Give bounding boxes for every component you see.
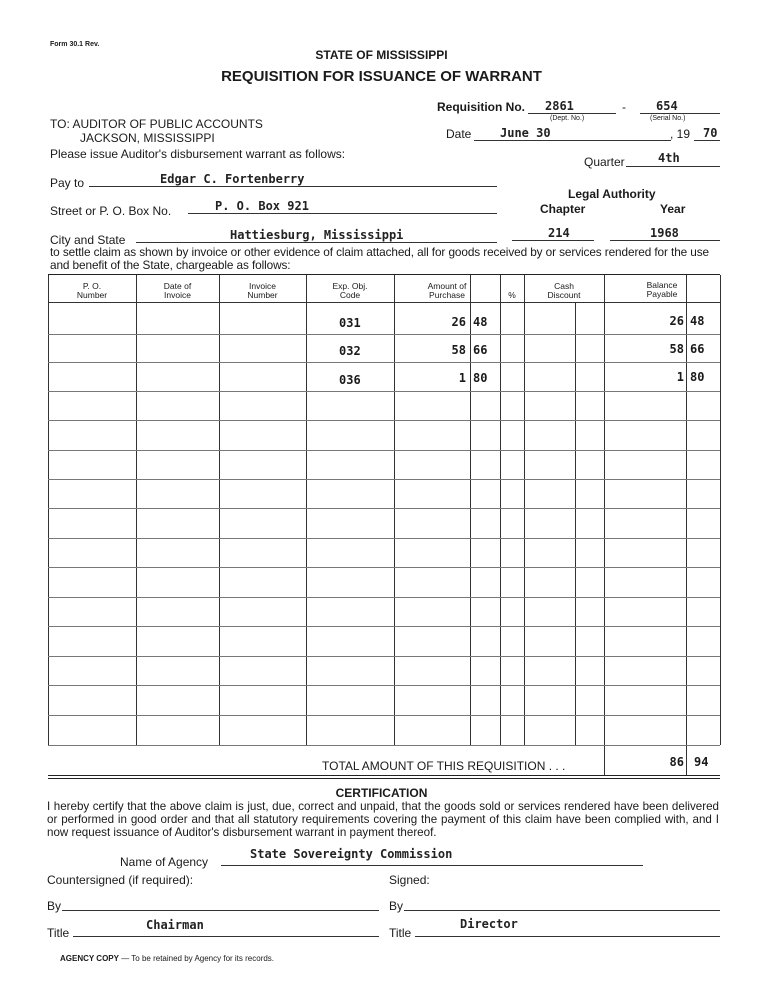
city-label: City and State [50,233,126,247]
page-title: REQUISITION FOR ISSUANCE OF WARRANT [221,68,542,85]
year-prefix: , 19 [670,127,691,141]
total-cents: 94 [694,755,709,769]
signed-label: Signed: [389,873,430,887]
date-label: Date [446,127,472,141]
legal-year-label: Year [660,202,686,216]
row-2-amount-dollars: 58 [451,343,466,357]
agency-copy-bold: AGENCY COPY [60,954,119,963]
settle-text: to settle claim as shown by invoice or other evidence of claim attached, all for goods received by or services rendered for the use and benefit of the State, chargeable as follows: [50,245,710,272]
row-2-balance-cents: 66 [690,342,705,356]
row-3-balance-dollars: 1 [676,370,684,384]
legal-authority-label: Legal Authority [568,187,656,201]
requisition-label: Requisition No. [437,100,525,114]
pay-to-value: Edgar C. Fortenberry [160,172,305,186]
state-heading: STATE OF MISSISSIPPI [315,48,448,62]
street-value: P. O. Box 921 [215,199,309,213]
row-1-amount-dollars: 26 [451,315,466,329]
to-line-3: Please issue Auditor's disbursement warrant as follows: [50,147,346,161]
dept-caption: (Dept. No.) [550,115,585,122]
street-label: Street or P. O. Box No. [50,204,172,218]
row-2-exp-obj-code: 032 [339,344,361,358]
title-left-value: Chairman [146,918,204,932]
dept-number: 2861 [545,99,574,113]
row-2-amount-cents: 66 [473,343,488,357]
total-label: TOTAL AMOUNT OF THIS REQUISITION . . . [322,759,566,773]
row-1-balance-cents: 48 [690,314,705,328]
col-cash-discount: Cash Discount [547,281,581,300]
total-dollars: 86 [669,755,684,769]
col-invoice-number: Invoice Number [247,281,278,300]
col-exp-obj-code: Exp. Obj. Code [332,281,368,300]
col-balance-payable: Balance Payable [646,280,678,299]
form-number: Form 30.1 Rev. [50,41,100,48]
col-amount-of-purchase: Amount of Purchase [427,281,467,300]
row-2-balance-dollars: 58 [669,342,684,356]
title-left-label: Title [47,926,70,940]
title-right-value: Director [460,917,518,931]
col-date-of-invoice: Date of Invoice [163,281,192,300]
quarter-label: Quarter [584,155,625,169]
row-3-exp-obj-code: 036 [339,373,361,387]
row-3-amount-cents: 80 [473,371,488,385]
agency-copy-rest: — To be retained by Agency for its records. [118,954,275,963]
to-line-2: JACKSON, MISSISSIPPI [80,131,215,145]
city-value: Hattiesburg, Mississippi [230,228,404,242]
certification-heading: CERTIFICATION [335,786,428,800]
serial-number: 654 [656,99,678,113]
agency-copy-note [60,954,274,963]
row-3-balance-cents: 80 [690,370,705,384]
by-left-label: By [47,899,62,913]
row-1-exp-obj-code: 031 [339,316,361,330]
row-1-amount-cents: 48 [473,315,488,329]
quarter-value: 4th [658,151,680,165]
col-po-number: P. O. Number [76,281,108,300]
date-value: June 30 [500,126,551,140]
by-right-label: By [389,899,404,913]
agency-value: State Sovereignty Commission [250,847,453,861]
to-line-1: TO: AUDITOR OF PUBLIC ACCOUNTS [50,117,263,131]
col-percent: % [508,290,516,300]
title-right-label: Title [389,926,412,940]
legal-year-value: 1968 [650,226,679,240]
countersigned-label: Countersigned (if required): [47,873,194,887]
agency-label: Name of Agency [120,855,209,869]
date-year: 70 [703,126,718,140]
pay-to-label: Pay to [50,176,85,190]
chapter-value: 214 [548,226,570,240]
row-3-amount-dollars: 1 [458,371,466,385]
chapter-label: Chapter [540,202,586,216]
serial-caption: (Serial No.) [650,115,686,122]
row-1-balance-dollars: 26 [669,314,684,328]
certification-text: I hereby certify that the above claim is just, due, correct and unpaid, that the goods sold or services rendered have been delivered or performed in good order and that all statutory requirements covering the payment of this claim have been complied with, and I now request issuance of Auditor's disbursement warrant in payment thereof. [47,800,719,839]
